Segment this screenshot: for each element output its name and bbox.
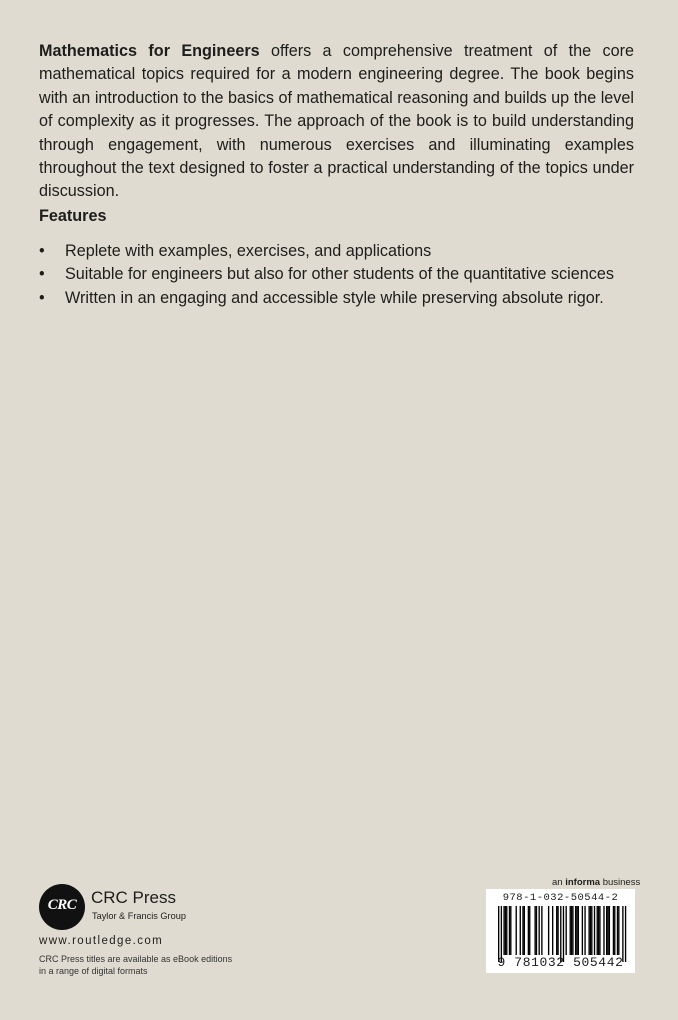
barcode-bar	[510, 906, 511, 955]
barcode-bar	[524, 906, 525, 955]
barcode-bar	[534, 906, 535, 955]
barcode-bar	[599, 906, 600, 955]
barcode-bar	[588, 906, 589, 955]
barcode-bar	[613, 906, 614, 955]
barcode-bar	[582, 906, 583, 955]
barcode-bar	[520, 906, 521, 955]
barcode-bar	[622, 906, 623, 962]
barcode-bar	[571, 906, 572, 955]
barcode-bar	[505, 906, 506, 955]
bullet-icon: •	[39, 288, 45, 307]
barcode-bar	[529, 906, 530, 955]
barcode-bar	[594, 906, 595, 955]
ebook-note: CRC Press titles are available as eBook editions in a range of digital formats	[39, 954, 233, 976]
barcode-bar	[548, 906, 549, 955]
informa-tagline: an informa business	[552, 877, 641, 888]
barcode-bar	[516, 906, 517, 955]
barcode-bar	[501, 906, 502, 962]
features-heading: Features	[39, 207, 107, 225]
barcode-bar	[556, 906, 557, 955]
publisher-group: Taylor & Francis Group	[92, 911, 186, 921]
barcode-bar	[590, 906, 591, 955]
barcode-bar	[578, 906, 579, 955]
barcode-bar	[536, 906, 537, 955]
barcode-bar	[563, 906, 564, 962]
barcode-bar	[539, 906, 540, 955]
informa-brand: informa	[565, 877, 601, 888]
barcode-bar	[607, 906, 608, 955]
barcode-bar	[566, 906, 567, 955]
feature-item	[39, 263, 639, 286]
feature-text: Suitable for engineers but also for other students of the quantitative sciences	[65, 265, 614, 284]
barcode-bar	[576, 906, 577, 955]
features-list	[39, 240, 639, 310]
book-title: Mathematics for Engineers	[39, 42, 260, 60]
barcode-bar	[625, 906, 626, 962]
barcode-bar	[591, 906, 592, 955]
logo-text: CRC	[47, 897, 77, 913]
barcode-bar	[575, 906, 576, 955]
barcode-bar	[598, 906, 599, 955]
barcode-bar	[506, 906, 507, 955]
barcode-bar	[557, 906, 558, 955]
bullet-icon: •	[39, 242, 45, 260]
barcode-bar	[572, 906, 573, 955]
publisher-name: CRC Press	[91, 888, 177, 907]
barcode-bar	[498, 906, 499, 962]
website-link[interactable]: www.routledge.com	[39, 935, 164, 947]
barcode-bar	[522, 906, 523, 955]
barcode-bar	[617, 906, 618, 955]
barcode-bar	[509, 906, 510, 955]
feature-item	[39, 240, 639, 263]
description-paragraph	[39, 40, 634, 204]
feature-text: Written in an engaging and accessible style while preserving absolute rigor.	[65, 288, 604, 307]
barcode-bar	[528, 906, 529, 955]
bullet-icon: •	[39, 265, 45, 284]
feature-item	[39, 287, 639, 310]
isbn-number: 978-1-032-50544-2	[502, 892, 619, 904]
barcode-bar	[552, 906, 553, 955]
barcode-bar	[560, 906, 561, 962]
barcode-bar	[614, 906, 615, 955]
barcode-bar	[597, 906, 598, 955]
barcode-bar	[609, 906, 610, 955]
description-text: offers a comprehensive treatment of the core mathematical topics required for a modern engineering degree. The book begins with an introduction to the basics of mathematical reasoning and builds up the level of complexity as it progresses. The approach of the book is to build understanding through engagement, with numerous exercises and illuminating examples throughout the text designed to foster a practical understanding of the topics under discussion.	[39, 42, 634, 201]
barcode-bar	[570, 906, 571, 955]
barcode-bar	[603, 906, 604, 955]
isbn-barcode	[486, 889, 635, 973]
ean-number: 9 781032 505442	[497, 955, 624, 970]
barcode-bar	[541, 906, 542, 955]
crc-logo-icon	[39, 884, 85, 930]
barcode-bar	[618, 906, 619, 955]
feature-text: Replete with examples, exercises, and applications	[65, 242, 432, 260]
barcode-bar	[584, 906, 585, 955]
barcode-bar	[606, 906, 607, 955]
barcode-bar	[503, 906, 504, 955]
